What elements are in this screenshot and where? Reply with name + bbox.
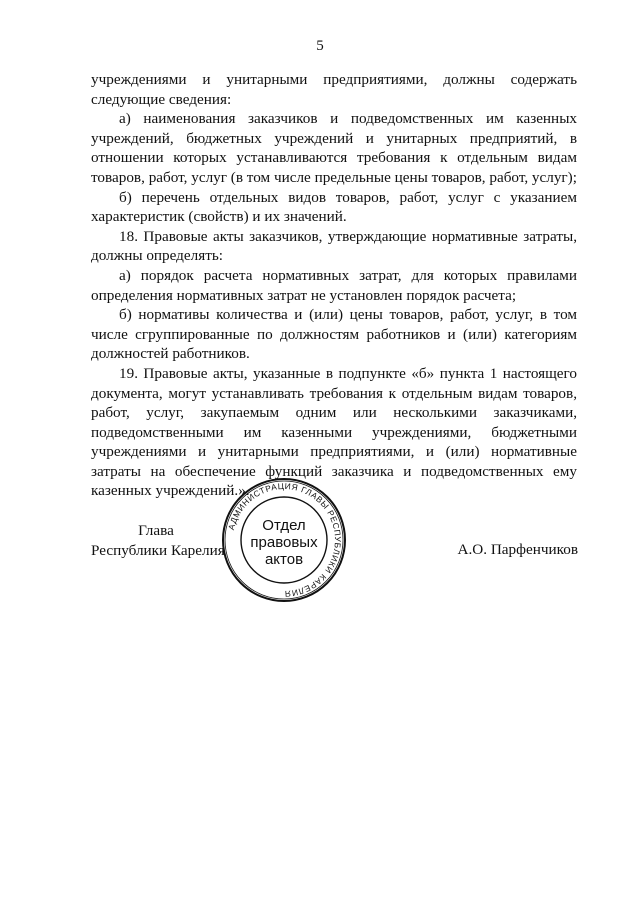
paragraph-5: а) порядок расчета нормативных затрат, для которых правилами определения нормативных затрат не установлен порядок расчета; [91,266,577,304]
document-body [91,70,577,501]
official-stamp [221,477,347,603]
signatory-title-line1: Глава [138,522,174,539]
paragraph-4: 18. Правовые акты заказчиков, утверждающие нормативные затраты, должны определять: [91,227,577,265]
paragraph-3: б) перечень отдельных видов товаров, работ, услуг с указанием характеристик (свойств) и их значений. [91,188,577,226]
stamp-line2: правовых [250,534,318,551]
paragraph-7: 19. Правовые акты, указанные в подпункте «б» пункта 1 настоящего документа, могут устанавливать требования к отдельным видам товаров, работ, услуг, закупаемым одним или несколькими заказчиками, подведомственными им казенными учреждениями, бюджетными учреждениями и унитарными предприятиями, и (или) нормативные затраты на обеспечение функций заказчика и подведомственных ему казенных учреждений.». [91,364,577,500]
paragraph-2: а) наименования заказчиков и подведомственных им казенных учреждений, бюджетных учреждений и унитарных предприятий, в отношении которых устанавливаются требования к отдельным видам товаров, работ, услуг (в том числе предельные цены товаров, работ, услуг); [91,110,577,186]
page-number: 5 [316,38,324,54]
paragraph-6: б) нормативы количества и (или) цены товаров, работ, услуг, в том числе сгруппированные по должностям работников и (или) категориям должностей работников. [91,306,577,363]
stamp-line3: актов [264,551,304,568]
signatory-title [91,521,225,560]
signatory-title-line2: Республики Карелия [91,541,225,559]
stamp-line1: Отдел [262,517,306,534]
stamp-ring-text: АДМИНИСТРАЦИЯ ГЛАВЫ РЕСПУБЛИКИ КАРЕЛИЯ [226,480,344,600]
paragraph-1: учреждениями и унитарными предприятиями, должны содержать следующие сведения: [91,71,577,108]
signatory-name: А.О. Парфенчиков [457,541,578,558]
